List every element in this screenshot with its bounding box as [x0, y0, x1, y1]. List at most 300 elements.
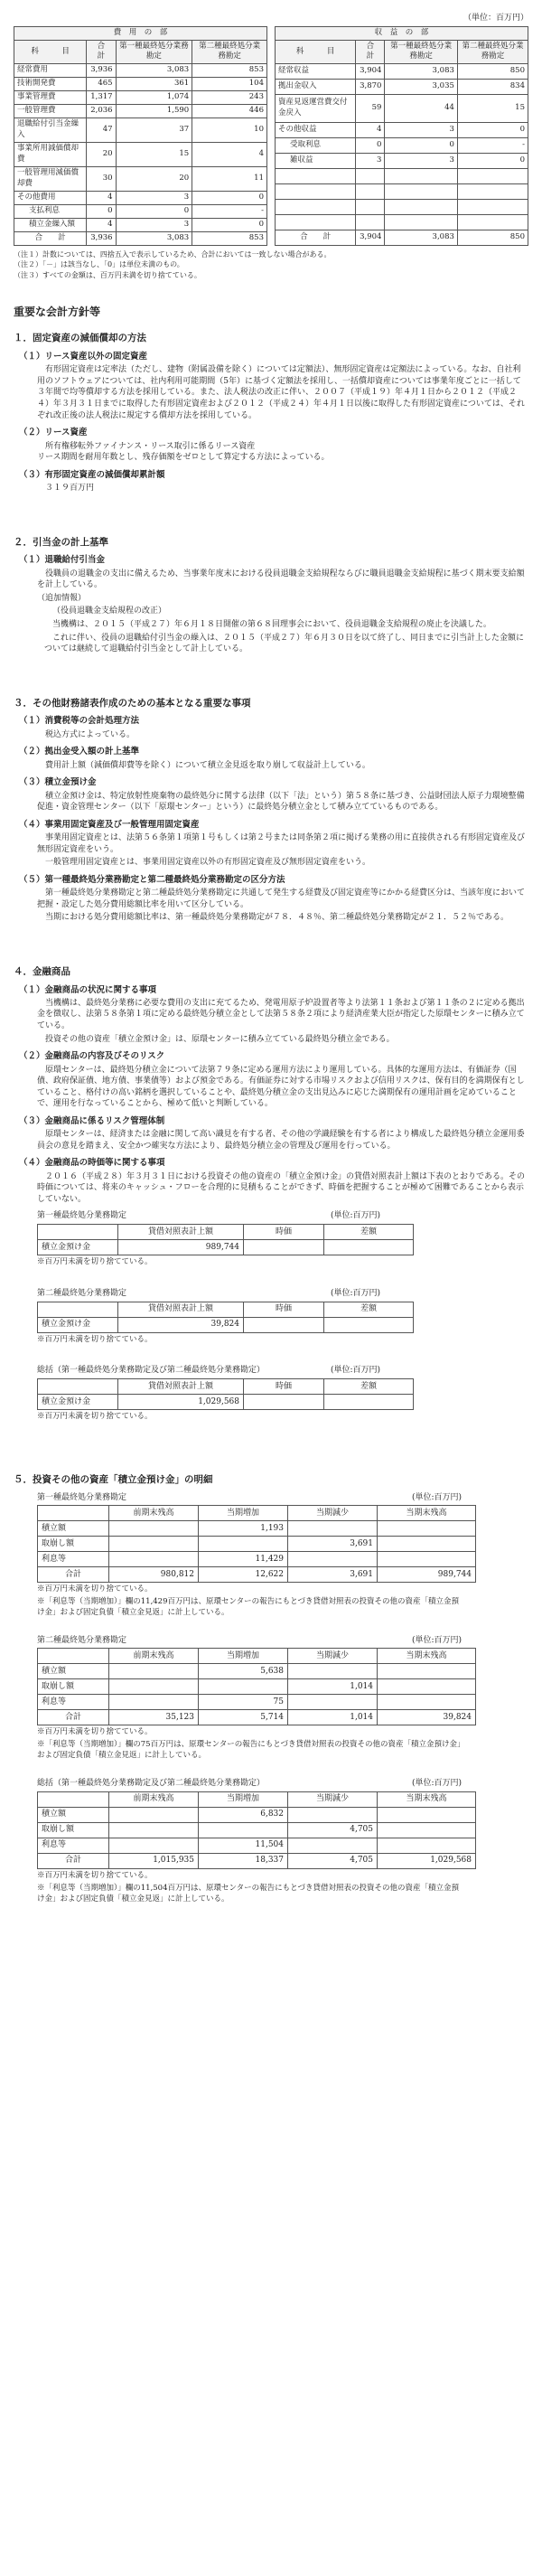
subsection-heading: （５）第一種最終処分業務勘定と第二種最終処分業務勘定の区分方法	[19, 874, 285, 885]
row-value: 35,123	[109, 1710, 199, 1725]
table-row	[276, 64, 528, 80]
column-header	[38, 1302, 118, 1317]
row-label: 合計	[38, 1853, 109, 1868]
table-row	[14, 64, 267, 78]
table-row	[38, 1710, 476, 1725]
deposit-detail-table	[37, 1648, 476, 1725]
deposit-detail-table	[37, 1505, 476, 1583]
row-label: 退職給付引当金繰入	[14, 118, 87, 143]
row-value	[288, 1664, 378, 1679]
paragraph: 有形固定資産は定率法（ただし、建物（附属設備を除く）については定額法）、無形固定資産は定額法によっている。なお、自社利用のソフトウェアについては、社内利用可能期間（5年）に基づく定額法を採用し、一括償却資産については事業年度ごとに一括して３年間で均等償却する方法を採用している。また、法人税法の改正に伴い、２００７（平成１９）年４月１日から２０１２（平成２４）年３月３１日までに取得した有形固定資産および２０１２（平成２４）年４月１日以後に取得した有形固定資産については、それぞれ改正後の法人税法に規定する償却方法を採用している。	[37, 365, 525, 420]
row-label: 合計	[38, 1567, 109, 1583]
paragraph: 当機構は、最終処分業務に必要な費用の支出に充てるため、発電用原子炉設置者等より法第１１条および第１１条の２に定める拠出金を徴収し、法第５８条第１項に定める最終処分積立金として法第５８条２項により経済産業大臣が指定した原環センターに積み立てている。	[37, 998, 525, 1031]
row-value	[244, 1240, 324, 1255]
expense-table-title: 費 用 の 部	[14, 26, 267, 40]
table-row	[38, 1567, 476, 1583]
row-value: 3,035	[385, 80, 457, 95]
row-value: 989,744	[118, 1240, 244, 1255]
row-value: 4	[192, 143, 267, 167]
row-value: 0	[192, 191, 267, 204]
table-unit: (単位:百万円)	[411, 1779, 462, 1789]
col-item: 科 目	[276, 40, 356, 64]
row-value	[385, 214, 457, 230]
row-label: 積立金預け金	[38, 1395, 118, 1410]
row-label: 経常収益	[276, 64, 356, 80]
row-label	[276, 168, 356, 183]
row-value: 59	[356, 95, 385, 122]
table-row	[38, 1822, 476, 1838]
row-label: 合 計	[14, 231, 87, 245]
subsection-heading: （１）金融商品の状況に関する事項	[19, 984, 157, 995]
row-value	[109, 1695, 199, 1710]
row-value: 75	[199, 1695, 288, 1710]
row-value: 3,083	[116, 231, 192, 245]
paragraph: （追加情報）	[37, 593, 87, 603]
table-row	[276, 95, 528, 122]
paragraph: これに伴い、役員の退職給付引当金の繰入は、２０１５（平成２７）年６月３０日を以て終了し、同日までに引当計上した金額については継続して退職給付引当金として計上している。	[44, 633, 525, 654]
row-value: 1,590	[116, 105, 192, 118]
row-value	[378, 1521, 476, 1537]
table-unit: (単位:百万円)	[330, 1211, 380, 1221]
row-value: 104	[192, 78, 267, 91]
row-value: 1,317	[87, 91, 116, 105]
column-header: 当期末残高	[378, 1506, 476, 1521]
row-value: 4	[87, 218, 116, 231]
col-first-type: 第一種最終処分業務勘定	[116, 40, 192, 64]
row-value	[378, 1838, 476, 1853]
row-value	[457, 199, 528, 214]
row-value: 3	[116, 191, 192, 204]
subsection-heading: （４）金融商品の時価等に関する事項	[19, 1158, 165, 1169]
table-row	[14, 231, 267, 245]
row-label: 積立金繰入額	[14, 218, 87, 231]
column-header: 当期減少	[288, 1649, 378, 1664]
row-value: 3,904	[356, 64, 385, 80]
row-value	[288, 1838, 378, 1853]
row-value	[457, 183, 528, 199]
row-value	[109, 1521, 199, 1537]
table-title: 第一種最終処分業務勘定	[37, 1211, 127, 1221]
row-label	[276, 183, 356, 199]
table-unit: (単位:百万円)	[330, 1366, 380, 1376]
row-value: 39,824	[378, 1710, 476, 1725]
subsection-heading: （４）事業用固定資産及び一般管理用固定資産	[19, 819, 200, 830]
row-value: 3	[385, 122, 457, 137]
table-title: 第一種最終処分業務勘定	[37, 1492, 127, 1502]
row-value	[199, 1822, 288, 1838]
row-value	[356, 168, 385, 183]
subsection-heading: （２）拠出金受入額の計上基準	[19, 747, 140, 757]
table-row	[38, 1838, 476, 1853]
column-header: 当期増加	[199, 1506, 288, 1521]
table-caption	[37, 1492, 462, 1504]
row-value	[109, 1552, 199, 1567]
paragraph: 投資その他の資産「積立金預け金」は、原環センターに積み立てている最終処分積立金である。	[45, 1034, 395, 1044]
column-header: 時価	[244, 1225, 324, 1240]
paragraph: 一般管理用固定資産とは、事業用固定資産以外の有形固定資産及び無形固定資産をいう。	[45, 858, 371, 868]
footnote: （注３）すべての金額は、百万円未満を切り捨てている。	[14, 270, 201, 279]
paragraph: 当期における処分費用総額比率は、第一種最終処分業務勘定が７８．４８％、第二種最終処分業務勘定が２１．５２％である。	[45, 913, 509, 923]
row-value: 3,936	[87, 64, 116, 78]
table-row	[14, 218, 267, 231]
subsection-heading: （２）金融商品の内容及びそのリスク	[19, 1051, 165, 1062]
row-value	[324, 1240, 414, 1255]
paragraph: 当機構は、２０１５（平成２７）年６月１８日開催の第６８回理事会において、役員退職金支給規程の廃止を決議した。	[52, 619, 491, 629]
row-value: 980,812	[109, 1567, 199, 1583]
row-value: 5,638	[199, 1664, 288, 1679]
row-value: 3,691	[288, 1567, 378, 1583]
expense-table	[14, 26, 267, 246]
row-value	[356, 199, 385, 214]
row-value: 20	[116, 166, 192, 191]
table-row	[276, 168, 528, 183]
row-value: 20	[87, 143, 116, 167]
row-label: 支払利息	[14, 204, 87, 218]
table-caption	[37, 1288, 380, 1300]
row-value: 465	[87, 78, 116, 91]
col-second-type: 第二種最終処分業務勘定	[457, 40, 528, 64]
unit-note: （単位：百万円）	[463, 14, 528, 23]
row-value	[378, 1695, 476, 1710]
row-value	[324, 1395, 414, 1410]
section-heading: ２．引当金の計上基準	[14, 536, 108, 548]
row-label: 一般管理用減価償却費	[14, 166, 87, 191]
table-row	[14, 78, 267, 91]
row-label: 資産見返運営費交付金戻入	[276, 95, 356, 122]
table-row	[38, 1679, 476, 1695]
row-label: 積立金預け金	[38, 1317, 118, 1332]
table-row	[38, 1240, 414, 1255]
row-value: 0	[87, 204, 116, 218]
paragraph: 費用計上額（減価償却費等を除く）について積立金見返を取り崩して収益計上している。	[45, 760, 370, 770]
row-value	[109, 1679, 199, 1695]
row-value: 3,083	[385, 230, 457, 245]
row-label: 取崩し額	[38, 1537, 109, 1552]
row-value: -	[192, 204, 267, 218]
table-title: 第二種最終処分業務勘定	[37, 1635, 127, 1645]
table-note: ※百万円未満を切り捨てている。	[37, 1334, 153, 1344]
row-value: 361	[116, 78, 192, 91]
row-label: その他収益	[276, 122, 356, 137]
row-value: 3,904	[356, 230, 385, 245]
row-value	[288, 1695, 378, 1710]
paragraph: 原環センターは、最終処分積立金について法第７９条に定める運用方法により運用している。具体的な運用方法は、有価証券（国債、政府保証債、地方債、事業債等）および預金である。有価証券に対する市場リスクおよび信用リスクは、保有目的を満期保有としていること、格付けの高い銘柄を選択していることや、最終処分積立金の支出見込みに応じた満期保有の運用計画を定めていることで、運用を行なっていることから、極めて低いと判断している。	[37, 1065, 525, 1109]
row-label: 受取利息	[276, 137, 356, 153]
column-header	[38, 1379, 118, 1395]
row-value: 850	[457, 64, 528, 80]
row-value: 3,936	[87, 231, 116, 245]
paragraph: ３１９百万円	[45, 484, 95, 494]
revenue-table	[275, 26, 528, 246]
footnotes	[14, 249, 528, 281]
subsection-heading: （３）金融商品に係るリスク管理体制	[19, 1115, 165, 1126]
row-value: 3	[385, 153, 457, 168]
row-value: 3,083	[116, 64, 192, 78]
policies-title: 重要な会計方針等	[14, 305, 101, 318]
row-value	[109, 1664, 199, 1679]
subsection-heading: （１）リース資産以外の固定資産	[19, 351, 148, 362]
row-label: 積立額	[38, 1807, 109, 1822]
table-unit: (単位:百万円)	[330, 1288, 380, 1298]
row-value	[109, 1537, 199, 1552]
row-value: 0	[356, 137, 385, 153]
row-value	[109, 1838, 199, 1853]
row-value	[356, 214, 385, 230]
row-value: 1,015,935	[109, 1853, 199, 1868]
subsection-heading: （１）消費税等の会計処理方法	[19, 716, 140, 727]
row-value: -	[457, 137, 528, 153]
row-value: 39,824	[118, 1317, 244, 1332]
table-row	[276, 183, 528, 199]
row-label	[276, 199, 356, 214]
footnote: （注１）計数については、四捨五入で表示しているため、合計においては一致しない場合がある。	[14, 249, 332, 259]
col-total: 合 計	[87, 40, 116, 64]
row-label: 雑収益	[276, 153, 356, 168]
table-row	[38, 1695, 476, 1710]
row-label: 取崩し額	[38, 1679, 109, 1695]
row-value	[244, 1395, 324, 1410]
row-label: 積立額	[38, 1521, 109, 1537]
row-label: 合 計	[276, 230, 356, 245]
table-note: ※百万円未満を切り捨てている。	[37, 1870, 153, 1880]
column-header	[38, 1225, 118, 1240]
table-row	[276, 137, 528, 153]
row-value: 446	[192, 105, 267, 118]
table-caption	[37, 1778, 462, 1790]
column-header: 前期末残高	[109, 1649, 199, 1664]
row-value: 4	[356, 122, 385, 137]
row-value	[378, 1552, 476, 1567]
table-row	[38, 1664, 476, 1679]
row-value: 989,744	[378, 1567, 476, 1583]
row-label: 合計	[38, 1710, 109, 1725]
table-row	[14, 91, 267, 105]
row-value: 4,705	[288, 1822, 378, 1838]
table-row	[38, 1537, 476, 1552]
table-title: 総括（第一種最終処分業務勘定及び第二種最終処分業務勘定）	[37, 1779, 266, 1789]
table-title: 第二種最終処分業務勘定	[37, 1288, 127, 1298]
column-header: 差額	[324, 1379, 414, 1395]
row-value: 18,337	[199, 1853, 288, 1868]
column-header: 時価	[244, 1379, 324, 1395]
fair-value-table	[37, 1302, 414, 1333]
row-value: 3,083	[385, 64, 457, 80]
row-value	[288, 1807, 378, 1822]
row-value	[356, 183, 385, 199]
row-value: 4	[87, 191, 116, 204]
income-statement	[14, 26, 528, 246]
row-value: 0	[192, 218, 267, 231]
column-header: 差額	[324, 1225, 414, 1240]
row-value: 3,870	[356, 80, 385, 95]
row-value: 0	[116, 204, 192, 218]
table-title: 総括（第一種最終処分業務勘定及び第二種最終処分業務勘定）	[37, 1366, 266, 1376]
row-value	[199, 1537, 288, 1552]
table-row	[276, 230, 528, 245]
table-unit: (単位:百万円)	[411, 1635, 462, 1645]
column-header: 当期末残高	[378, 1649, 476, 1664]
row-value	[378, 1822, 476, 1838]
row-value	[244, 1317, 324, 1332]
row-value	[288, 1521, 378, 1537]
subsection-heading: （２）リース資産	[19, 428, 88, 438]
row-label	[276, 214, 356, 230]
table-row	[14, 118, 267, 143]
table-row	[14, 204, 267, 218]
table-note: ※「利息等（当期増加）」欄の75百万円は、原環センターの報告にもとづき貸借対照表の投資その他の資産「積立金預け金」および固定負債「積立金見返」に計上している。	[37, 1740, 462, 1761]
table-row	[276, 153, 528, 168]
table-row	[14, 166, 267, 191]
table-row	[38, 1853, 476, 1868]
row-value: 1,193	[199, 1521, 288, 1537]
row-value: 243	[192, 91, 267, 105]
paragraph: ２０１６（平成２８）年３月３１日における投資その他の資産の「積立金預け金」の貸借対照表計上額は下表のとおりである。その時価については、将来のキャッシュ・フローを合理的に見積もることができず、時価を把握することが極めて困難であることから表示していない。	[37, 1171, 526, 1204]
row-value	[457, 214, 528, 230]
row-value: 4,705	[288, 1853, 378, 1868]
row-label: 拠出金収入	[276, 80, 356, 95]
row-value	[385, 168, 457, 183]
row-value: 30	[87, 166, 116, 191]
row-value	[324, 1317, 414, 1332]
fair-value-tables	[14, 1210, 528, 1422]
row-value	[385, 183, 457, 199]
row-label: その他費用	[14, 191, 87, 204]
row-value: 2,036	[87, 105, 116, 118]
table-row	[276, 214, 528, 230]
section-heading: ５．投資その他の資産「積立金預け金」の明細	[14, 1473, 213, 1485]
row-value: 15	[457, 95, 528, 122]
row-value: 12,622	[199, 1567, 288, 1583]
row-value	[457, 168, 528, 183]
row-value: 0	[385, 137, 457, 153]
table-row	[38, 1807, 476, 1822]
fair-value-table	[37, 1378, 414, 1410]
table-row	[14, 191, 267, 204]
row-value	[288, 1552, 378, 1567]
fair-value-table	[37, 1224, 414, 1255]
row-value: 1,074	[116, 91, 192, 105]
col-total: 合 計	[356, 40, 385, 64]
column-header: 前期末残高	[109, 1506, 199, 1521]
row-value: 1,014	[288, 1710, 378, 1725]
table-row	[38, 1395, 414, 1410]
paragraph: 所有権移転外ファイナンス・リース取引に係るリース資産 リース期間を耐用年数とし、残存価額をゼロとして算定する方法によっている。	[37, 441, 330, 463]
revenue-table-title: 収 益 の 部	[276, 26, 528, 40]
table-caption	[37, 1365, 380, 1377]
column-header	[38, 1506, 109, 1521]
deposit-detail-tables	[14, 1492, 528, 1905]
table-note: ※百万円未満を切り捨てている。	[37, 1412, 153, 1422]
row-value	[109, 1807, 199, 1822]
column-header	[38, 1649, 109, 1664]
row-label: 事業所用減価償却費	[14, 143, 87, 167]
section-heading: ４．金融商品	[14, 965, 70, 977]
row-value: 850	[457, 230, 528, 245]
paragraph: 原環センターは、経済または金融に関して高い識見を有する者、その他の学識経験を有する者により構成した最終処分積立金運用委員会の意見を踏まえ、安全かつ確実な方法により、最終処分積立金の管理及び運用を行っている。	[37, 1130, 525, 1151]
footnote: （注２）「－」は該当なし、「0」は単位未満のもの。	[14, 260, 184, 269]
column-header: 時価	[244, 1302, 324, 1317]
col-first-type: 第一種最終処分業務勘定	[385, 40, 457, 64]
row-value	[378, 1537, 476, 1552]
column-header: 当期減少	[288, 1791, 378, 1807]
table-row	[276, 199, 528, 214]
row-value: 5,714	[199, 1710, 288, 1725]
row-label: 技術開発費	[14, 78, 87, 91]
deposit-detail-table	[37, 1791, 476, 1869]
table-note: ※百万円未満を切り捨てている。	[37, 1727, 153, 1737]
row-label: 利息等	[38, 1552, 109, 1567]
table-note: ※百万円未満を切り捨てている。	[37, 1257, 153, 1267]
row-value	[385, 199, 457, 214]
row-label: 事業管理費	[14, 91, 87, 105]
table-row	[276, 122, 528, 137]
table-caption	[37, 1210, 380, 1222]
row-value: 44	[385, 95, 457, 122]
row-value: 3	[356, 153, 385, 168]
row-label: 経常費用	[14, 64, 87, 78]
table-row	[276, 80, 528, 95]
row-label: 一般管理費	[14, 105, 87, 118]
row-value: 11,429	[199, 1552, 288, 1567]
row-value: 10	[192, 118, 267, 143]
row-value: 37	[116, 118, 192, 143]
column-header: 貸借対照表計上額	[118, 1379, 244, 1395]
col-item: 科 目	[14, 40, 87, 64]
paragraph: 役職員の退職金の支出に備えるため、当事業年度末における役員退職金支給規程ならびに職員退職金支給規程に基づく期末要支給額を計上している。	[37, 569, 525, 590]
row-label: 積立額	[38, 1664, 109, 1679]
row-value	[378, 1679, 476, 1695]
row-value: 6,832	[199, 1807, 288, 1822]
row-value	[378, 1664, 476, 1679]
column-header: 差額	[324, 1302, 414, 1317]
row-value: 1,014	[288, 1679, 378, 1695]
section-heading: １．固定資産の減価償却の方法	[14, 333, 146, 344]
column-header: 前期末残高	[109, 1791, 199, 1807]
row-value: 0	[457, 153, 528, 168]
section-heading: ３．その他財務諸表作成のための基本となる重要な事項	[14, 697, 251, 709]
table-caption	[37, 1635, 462, 1647]
column-header: 当期増加	[199, 1791, 288, 1807]
row-value: 47	[87, 118, 116, 143]
row-value: 3,691	[288, 1537, 378, 1552]
paragraph: （役員退職金支給規程の改正）	[52, 606, 167, 616]
table-row	[14, 143, 267, 167]
row-label: 利息等	[38, 1838, 109, 1853]
document-page	[14, 0, 528, 1904]
table-row	[38, 1317, 414, 1332]
row-label: 取崩し額	[38, 1822, 109, 1838]
subsection-heading: （３）積立金預け金	[19, 777, 97, 788]
col-second-type: 第二種最終処分業務勘定	[192, 40, 267, 64]
table-unit: (単位:百万円)	[411, 1492, 462, 1502]
row-value	[199, 1679, 288, 1695]
paragraph: 事業用固定資産とは、法第５６条第１項第１号もしくは第２号または同条第２項に掲げる業務の用に直接供される有形固定資産及び無形固定資産をいう。	[37, 833, 526, 854]
row-value: 1,029,568	[118, 1395, 244, 1410]
row-value: 853	[192, 231, 267, 245]
table-row	[14, 105, 267, 118]
row-label: 積立金預け金	[38, 1240, 118, 1255]
row-value: 11,504	[199, 1838, 288, 1853]
paragraph: 積立金預け金は、特定放射性廃棄物の最終処分に関する法律（以下「法」という）第５８条に基づき、公益財団法人原子力環境整備促進・資金管理センター（以下「原環センター」という）に最終処分積立金として積み立てているものである。	[37, 791, 525, 813]
table-row	[38, 1552, 476, 1567]
subsection-heading: （１）退職給付引当金	[19, 555, 106, 566]
row-value: 0	[457, 122, 528, 137]
row-value: 834	[457, 80, 528, 95]
subsection-heading: （３）有形固定資産の減価償却累計額	[19, 469, 165, 480]
column-header: 当期末残高	[378, 1791, 476, 1807]
paragraph: 第一種最終処分業務勘定と第二種最終処分業務勘定に共通して発生する経費及び固定資産等にかかる経費区分は、当該年度において把握・設定した処分費用総額比率を用いて区分している。	[37, 888, 526, 909]
table-row	[38, 1521, 476, 1537]
